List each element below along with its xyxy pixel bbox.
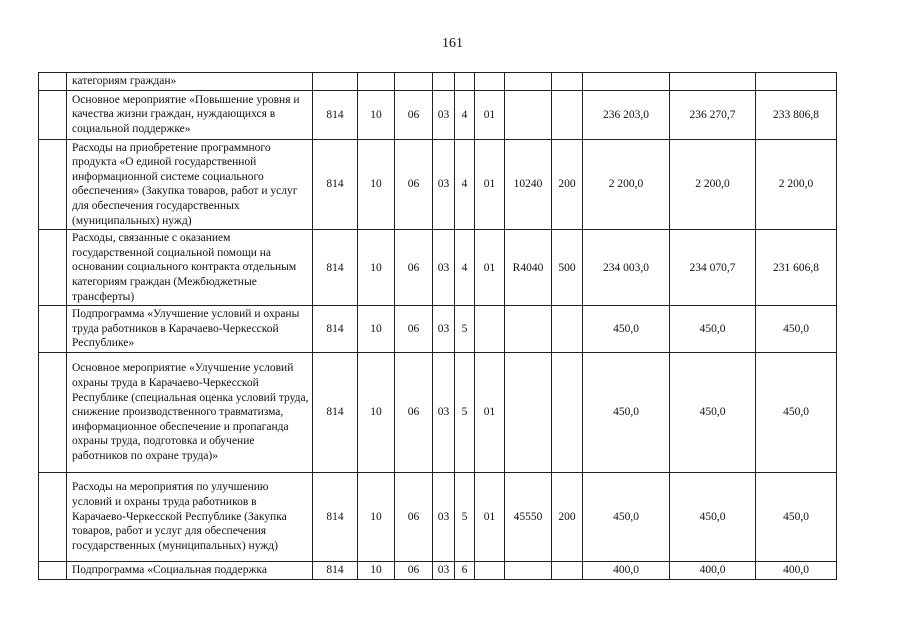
amount-year-1-cell: 450,0 — [583, 306, 670, 353]
row-name-cell: Основное мероприятие «Повышение уровня и качества жизни граждан, нуждающихся в социальной поддержке» — [67, 90, 313, 139]
row-name-cell: Основное мероприятие «Улучшение условий охраны труда в Карачаево-Черкесской Республике (специальная оценка условий труда, снижение производственного травматизма, информационное обеспечение и пропаганда охраны труда, подготовка и обучение работников по охране труда)» — [67, 352, 313, 472]
subsection-code-cell: 06 — [395, 561, 433, 579]
row-index-cell — [39, 352, 67, 472]
subprogram-code-cell: 5 — [455, 352, 475, 472]
row-index-cell — [39, 73, 67, 91]
amount-year-1-cell: 236 203,0 — [583, 90, 670, 139]
row-index-cell — [39, 306, 67, 353]
subprogram-code-cell — [455, 73, 475, 91]
subsection-code-cell: 06 — [395, 472, 433, 561]
row-index-cell — [39, 90, 67, 139]
amount-year-1-cell — [583, 73, 670, 91]
type-code-cell — [552, 352, 583, 472]
subsection-code-cell: 06 — [395, 306, 433, 353]
program-code-cell: 03 — [433, 561, 455, 579]
program-code-cell: 03 — [433, 352, 455, 472]
amount-year-2-cell: 450,0 — [670, 472, 756, 561]
amount-year-1-cell: 400,0 — [583, 561, 670, 579]
table-row — [39, 306, 837, 353]
expense-code-cell — [505, 561, 552, 579]
type-code-cell — [552, 73, 583, 91]
expense-code-cell: R4040 — [505, 230, 552, 306]
table-row — [39, 90, 837, 139]
amount-year-2-cell — [670, 73, 756, 91]
event-code-cell — [475, 306, 505, 353]
page-number: 161 — [442, 36, 463, 51]
subsection-code-cell — [395, 73, 433, 91]
table-row — [39, 230, 837, 306]
type-code-cell — [552, 306, 583, 353]
row-name-cell: категориям граждан» — [67, 73, 313, 91]
subprogram-code-cell: 4 — [455, 230, 475, 306]
row-name-cell: Подпрограмма «Улучшение условий и охраны труда работников в Карачаево-Черкесской Республике» — [67, 306, 313, 353]
type-code-cell — [552, 90, 583, 139]
amount-year-3-cell: 450,0 — [756, 352, 837, 472]
type-code-cell — [552, 561, 583, 579]
subprogram-code-cell: 4 — [455, 90, 475, 139]
type-code-cell: 200 — [552, 472, 583, 561]
ministry-code-cell: 814 — [313, 306, 358, 353]
event-code-cell: 01 — [475, 352, 505, 472]
ministry-code-cell — [313, 73, 358, 91]
program-code-cell: 03 — [433, 472, 455, 561]
row-index-cell — [39, 561, 67, 579]
row-index-cell — [39, 139, 67, 230]
amount-year-1-cell: 450,0 — [583, 472, 670, 561]
program-code-cell: 03 — [433, 139, 455, 230]
amount-year-3-cell: 233 806,8 — [756, 90, 837, 139]
subprogram-code-cell: 5 — [455, 472, 475, 561]
section-code-cell: 10 — [358, 352, 395, 472]
ministry-code-cell: 814 — [313, 139, 358, 230]
program-code-cell: 03 — [433, 306, 455, 353]
row-name-cell: Расходы на мероприятия по улучшению условий и охраны труда работников в Карачаево-Черкесской Республике (Закупка товаров, работ и услуг для обеспечения государственных (муниципальных) нужд) — [67, 472, 313, 561]
program-code-cell — [433, 73, 455, 91]
event-code-cell — [475, 73, 505, 91]
amount-year-2-cell: 234 070,7 — [670, 230, 756, 306]
event-code-cell: 01 — [475, 90, 505, 139]
amount-year-1-cell: 450,0 — [583, 352, 670, 472]
table-row — [39, 352, 837, 472]
ministry-code-cell: 814 — [313, 561, 358, 579]
event-code-cell: 01 — [475, 139, 505, 230]
expense-code-cell — [505, 352, 552, 472]
amount-year-2-cell: 450,0 — [670, 306, 756, 353]
row-index-cell — [39, 472, 67, 561]
section-code-cell: 10 — [358, 139, 395, 230]
amount-year-1-cell: 2 200,0 — [583, 139, 670, 230]
ministry-code-cell: 814 — [313, 90, 358, 139]
event-code-cell: 01 — [475, 472, 505, 561]
subprogram-code-cell: 6 — [455, 561, 475, 579]
event-code-cell: 01 — [475, 230, 505, 306]
row-name-cell: Расходы, связанные с оказанием государственной социальной помощи на основании социального контракта отдельным категориям граждан (Межбюджетные трансферты) — [67, 230, 313, 306]
subprogram-code-cell: 4 — [455, 139, 475, 230]
type-code-cell: 200 — [552, 139, 583, 230]
type-code-cell: 500 — [552, 230, 583, 306]
expense-code-cell — [505, 90, 552, 139]
amount-year-2-cell: 2 200,0 — [670, 139, 756, 230]
row-name-cell: Расходы на приобретение программного продукта «О единой государственной информационной системе социального обеспечения» (Закупка товаров, работ и услуг для обеспечения государственных (муниципальных) нужд) — [67, 139, 313, 230]
amount-year-2-cell: 450,0 — [670, 352, 756, 472]
amount-year-3-cell: 231 606,8 — [756, 230, 837, 306]
program-code-cell: 03 — [433, 230, 455, 306]
amount-year-2-cell: 236 270,7 — [670, 90, 756, 139]
subsection-code-cell: 06 — [395, 139, 433, 230]
row-index-cell — [39, 230, 67, 306]
table-row — [39, 561, 837, 579]
amount-year-3-cell — [756, 73, 837, 91]
section-code-cell: 10 — [358, 230, 395, 306]
amount-year-2-cell: 400,0 — [670, 561, 756, 579]
expense-code-cell: 10240 — [505, 139, 552, 230]
subsection-code-cell: 06 — [395, 230, 433, 306]
amount-year-3-cell: 2 200,0 — [756, 139, 837, 230]
section-code-cell — [358, 73, 395, 91]
amount-year-3-cell: 450,0 — [756, 472, 837, 561]
amount-year-1-cell: 234 003,0 — [583, 230, 670, 306]
subsection-code-cell: 06 — [395, 90, 433, 139]
amount-year-3-cell: 400,0 — [756, 561, 837, 579]
budget-table — [38, 72, 837, 580]
section-code-cell: 10 — [358, 472, 395, 561]
expense-code-cell — [505, 73, 552, 91]
ministry-code-cell: 814 — [313, 352, 358, 472]
program-code-cell: 03 — [433, 90, 455, 139]
expense-code-cell: 45550 — [505, 472, 552, 561]
table-row — [39, 139, 837, 230]
ministry-code-cell: 814 — [313, 472, 358, 561]
row-name-cell: Подпрограмма «Социальная поддержка — [67, 561, 313, 579]
subsection-code-cell: 06 — [395, 352, 433, 472]
expense-code-cell — [505, 306, 552, 353]
subprogram-code-cell: 5 — [455, 306, 475, 353]
section-code-cell: 10 — [358, 561, 395, 579]
event-code-cell — [475, 561, 505, 579]
amount-year-3-cell: 450,0 — [756, 306, 837, 353]
ministry-code-cell: 814 — [313, 230, 358, 306]
section-code-cell: 10 — [358, 306, 395, 353]
table-row — [39, 73, 837, 91]
table-row — [39, 472, 837, 561]
section-code-cell: 10 — [358, 90, 395, 139]
